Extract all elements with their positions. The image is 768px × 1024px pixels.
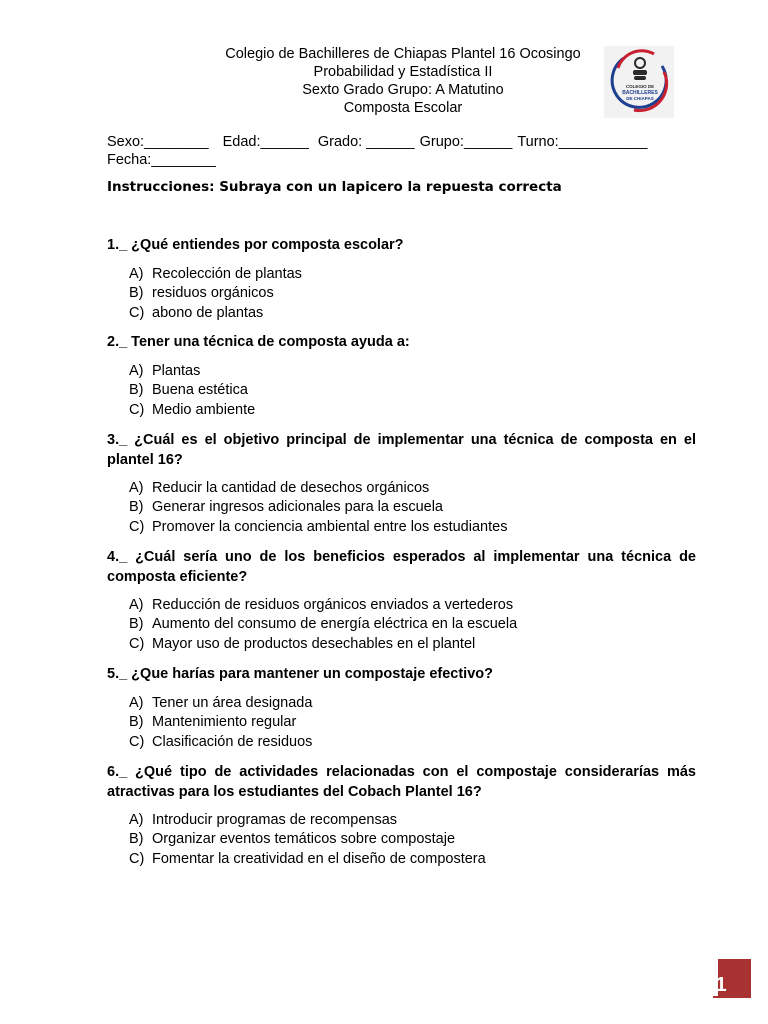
question-3: 3._ ¿Cuál es el objetivo principal de implementar una técnica de composta en el plantel 16? <box>107 432 696 468</box>
question-4-options <box>129 596 689 654</box>
grade-group: Sexto Grado Grupo: A Matutino <box>302 82 504 98</box>
option-letter: A) <box>129 266 144 282</box>
option-text: Organizar eventos temáticos sobre compostaje <box>152 831 456 848</box>
school-logo <box>604 46 674 118</box>
option-b[interactable] <box>129 713 689 732</box>
document-title: Composta Escolar <box>343 100 463 116</box>
option-a[interactable] <box>129 811 689 830</box>
option-a[interactable] <box>129 479 689 498</box>
question-6: 6._ ¿Qué tipo de actividades relacionadas con el compostaje considerarías más atractivas para los estudiantes del Cobach Plantel 16? <box>107 764 696 800</box>
sexo-field[interactable]: Sexo:________ <box>107 134 209 150</box>
option-letter: B) <box>129 499 144 516</box>
question-2-options <box>129 362 689 420</box>
question-5: 5._ ¿Que harías para mantener un compostaje efectivo? <box>107 666 493 682</box>
edad-field[interactable]: Edad:______ <box>222 134 309 150</box>
option-text: Generar ingresos adicionales para la escuela <box>152 499 443 516</box>
option-text: Reducción de residuos orgánicos enviados a vertederos <box>152 597 514 613</box>
option-text: abono de plantas <box>152 304 264 321</box>
option-c[interactable] <box>129 635 689 654</box>
question-5-options <box>129 694 689 752</box>
question-2: 2._ Tener una técnica de composta ayuda a: <box>107 334 410 350</box>
logo-text-3: DE CHIAPAS <box>626 96 654 101</box>
question-4: 4._ ¿Cuál sería uno de los beneficios esperados al implementar una técnica de composta eficiente? <box>107 549 696 585</box>
option-c[interactable] <box>129 733 689 752</box>
option-letter: A) <box>129 812 144 828</box>
option-letter: A) <box>129 695 144 711</box>
option-b[interactable] <box>129 498 689 517</box>
option-letter: B) <box>129 714 144 731</box>
fecha-field[interactable]: Fecha:________ <box>107 152 216 168</box>
option-text: Medio ambiente <box>152 401 256 418</box>
logo-text-1: COLEGIO DE <box>625 84 655 89</box>
option-text: Fomentar la creatividad en el diseño de compostera <box>152 850 486 867</box>
option-letter: A) <box>129 480 144 496</box>
option-c[interactable] <box>129 401 689 420</box>
option-text: Tener un área designada <box>152 695 313 711</box>
option-a[interactable] <box>129 596 689 615</box>
option-b[interactable] <box>129 284 689 303</box>
document-header <box>160 45 646 117</box>
instructions: Instrucciones: Subraya con un lapicero la repuesta correcta <box>107 179 562 195</box>
option-c[interactable] <box>129 850 689 869</box>
option-letter: C) <box>129 635 145 652</box>
option-text: Recolección de plantas <box>152 266 302 282</box>
option-text: Mayor uso de productos desechables en el plantel <box>152 635 476 652</box>
option-b[interactable] <box>129 615 689 634</box>
question-1-options <box>129 265 689 323</box>
option-b[interactable] <box>129 381 689 400</box>
option-letter: C) <box>129 518 145 535</box>
question-3-options <box>129 479 689 537</box>
option-text: Reducir la cantidad de desechos orgánicos <box>152 480 430 496</box>
option-letter: C) <box>129 850 145 867</box>
option-text: Mantenimiento regular <box>152 714 297 731</box>
option-b[interactable] <box>129 830 689 849</box>
option-letter: C) <box>129 304 145 321</box>
option-letter: B) <box>129 382 144 399</box>
school-name: Colegio de Bachilleres de Chiapas Plantel 16 Ocosingo <box>225 46 581 62</box>
option-text: Introducir programas de recompensas <box>152 812 398 828</box>
option-text: residuos orgánicos <box>152 285 274 302</box>
subject-title: Probabilidad y Estadística II <box>313 64 493 80</box>
student-info-fields <box>107 133 707 169</box>
option-a[interactable] <box>129 362 689 381</box>
option-text: Aumento del consumo de energía eléctrica en la escuela <box>152 616 518 633</box>
option-c[interactable] <box>129 304 689 323</box>
option-letter: A) <box>129 597 144 613</box>
option-letter: B) <box>129 831 144 848</box>
option-a[interactable] <box>129 694 689 713</box>
cobach-logo-icon <box>604 46 674 118</box>
page-number: 1 <box>715 974 727 996</box>
question-1: 1._ ¿Qué entiendes por composta escolar? <box>107 237 404 253</box>
question-6-options <box>129 811 689 869</box>
grupo-field[interactable]: Grupo:______ <box>419 134 513 150</box>
turno-field[interactable]: Turno:___________ <box>517 134 648 150</box>
option-a[interactable] <box>129 265 689 284</box>
logo-text-2: BACHILLERES <box>622 90 658 96</box>
option-letter: C) <box>129 733 145 750</box>
option-text: Clasificación de residuos <box>152 733 313 750</box>
grado-field[interactable]: Grado: ______ <box>317 134 415 150</box>
option-letter: C) <box>129 401 145 418</box>
option-text: Plantas <box>152 363 201 379</box>
option-letter: A) <box>129 363 144 379</box>
option-text: Promover la conciencia ambiental entre los estudiantes <box>152 518 508 535</box>
option-text: Buena estética <box>152 382 248 399</box>
option-letter: B) <box>129 285 144 302</box>
option-letter: B) <box>129 616 144 633</box>
option-c[interactable] <box>129 518 689 537</box>
